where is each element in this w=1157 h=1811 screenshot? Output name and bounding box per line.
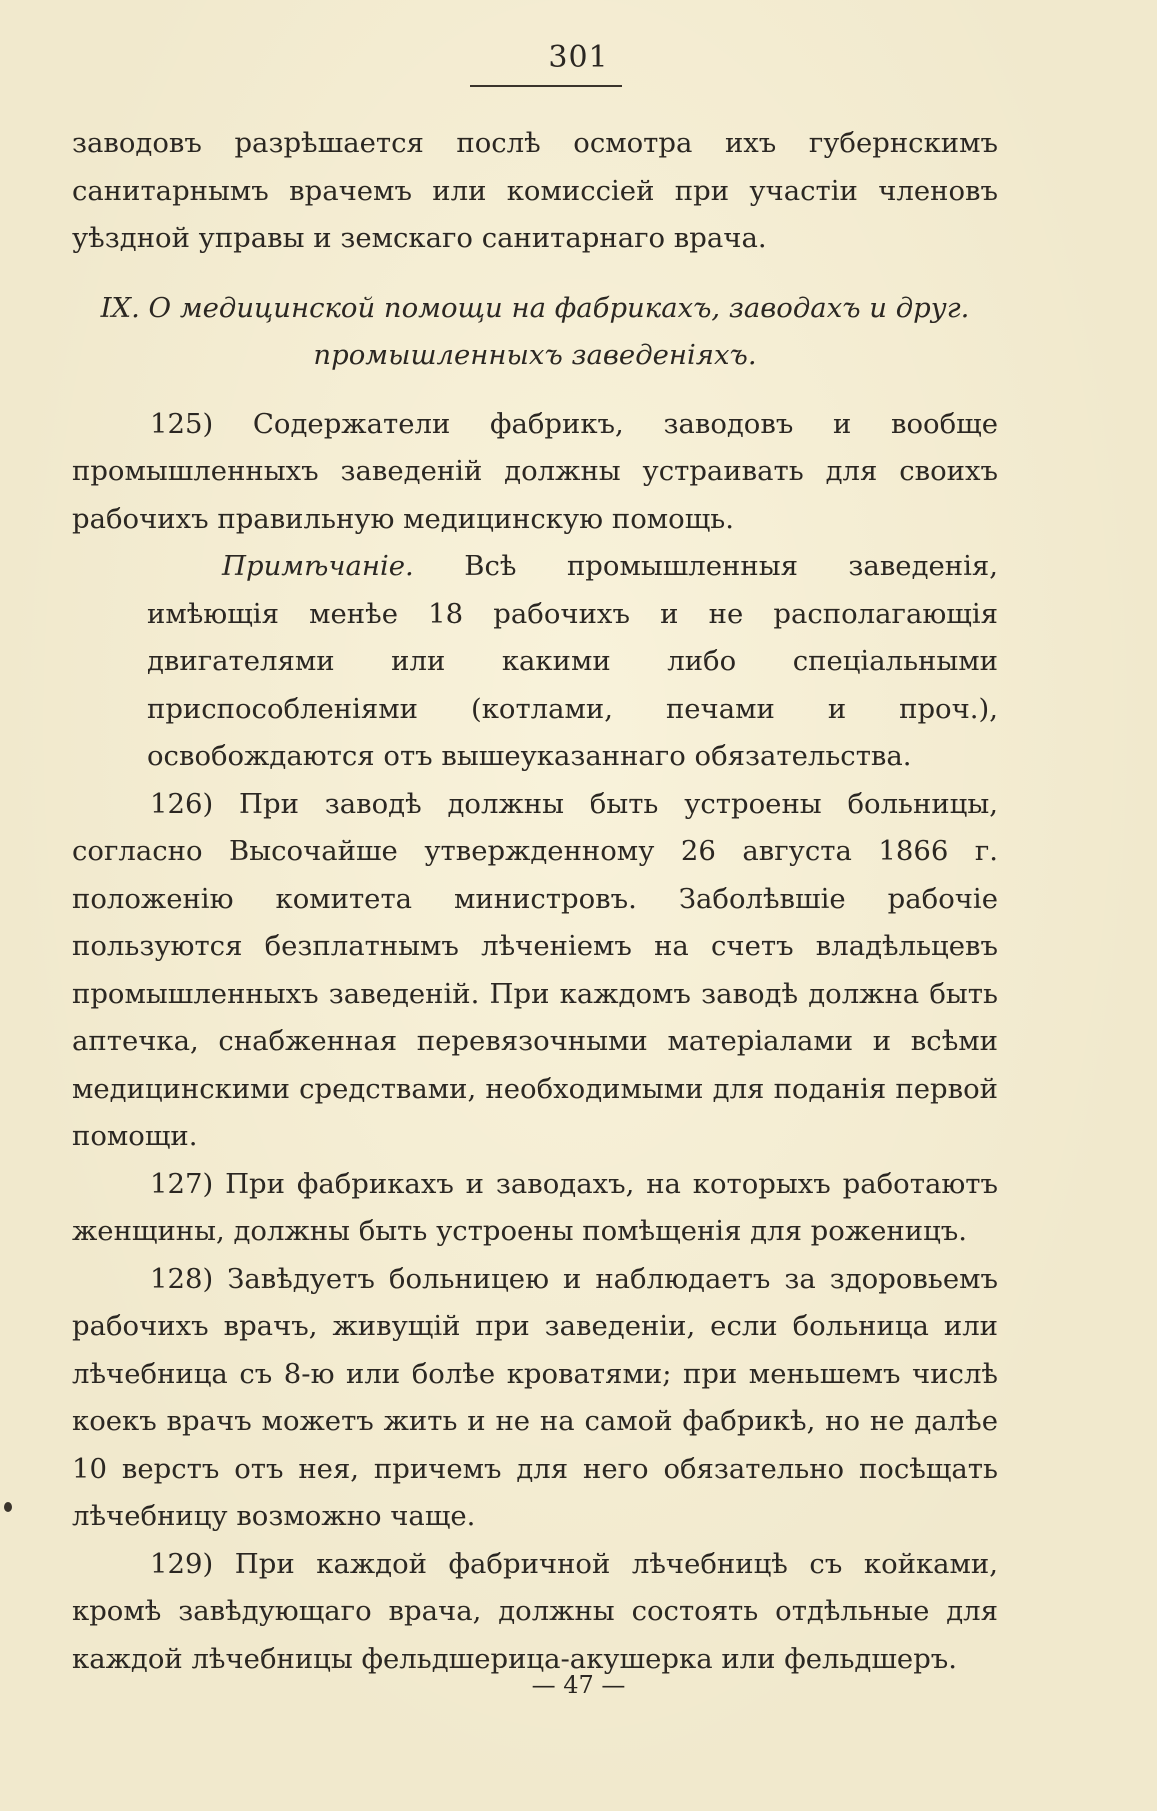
note-label: Примѣчанiе. — [222, 550, 414, 582]
page-header — [0, 40, 1157, 75]
page-footer — [0, 1671, 1157, 1699]
paragraph-127: 127) При фабрикахъ и заводахъ, на которыхъ работаютъ женщины, должны быть устроены помѣщенiя для роженицъ. — [72, 1167, 998, 1247]
paragraph-125: 125) Содержатели фабрикъ, заводовъ и вообще промышленныхъ заведенiй должны устраивать для своихъ рабочихъ правильную медицинскую помощь. — [72, 407, 998, 535]
page-body — [72, 120, 998, 1683]
note-paragraph — [147, 543, 998, 781]
intro-paragraph: заводовъ разрѣшается послѣ осмотра ихъ губернскимъ санитарнымъ врачемъ или комиссiей при участiи членовъ уѣздной управы и земскаго санитарнаго врача. — [72, 127, 998, 254]
note-text: Всѣ промышленныя заведенiя, имѣющiя менѣе 18 рабочихъ и не располагающiя двигателями или какими либо спецiальными приспособленiями (котлами, печами и проч.), освобождаются отъ вышеуказаннаго обязательства. — [147, 550, 999, 772]
paragraph-129: 129) При каждой фабричной лѣчебницѣ съ койками, кромѣ завѣдующаго врача, должны состоять отдѣльные для каждой лѣчебницы фельдшерица-акушерка или фельдшеръ. — [72, 1547, 998, 1675]
footer-page-number: — 47 — — [531, 1671, 626, 1699]
paragraph-126: 126) При заводѣ должны быть устроены больницы, согласно Высочайше утвержденному 26 августа 1866 г. положенiю комитета министровъ. Заболѣвшiе рабочiе пользуются безплатнымъ лѣченiемъ на счетъ владѣльцевъ промышленныхъ заведенiй. При каждомъ заводѣ должна быть аптечка, снабженная перевязочными матерiалами и всѣми медицинскими средствами, необходимыми для поданiя первой помощи. — [72, 787, 998, 1152]
header-rule — [470, 85, 622, 87]
page-number: 301 — [548, 40, 609, 75]
paragraph-128: 128) Завѣдуетъ больницею и наблюдаетъ за здоровьемъ рабочихъ врачъ, живущiй при заведенiи, если больница или лѣчебница съ 8-ю или болѣе кроватями; при меньшемъ числѣ коекъ врачъ можетъ жить и не на самой фабрикѣ, но не далѣе 10 верстъ отъ нея, причемъ для него обязательно посѣщать лѣчебницу возможно чаще. — [72, 1262, 998, 1532]
ink-speck — [4, 1502, 12, 1512]
section-heading: IX. О медицинской помощи на фабрикахъ, заводахъ и друг. промышленныхъ заведенiяхъ. — [100, 291, 970, 371]
